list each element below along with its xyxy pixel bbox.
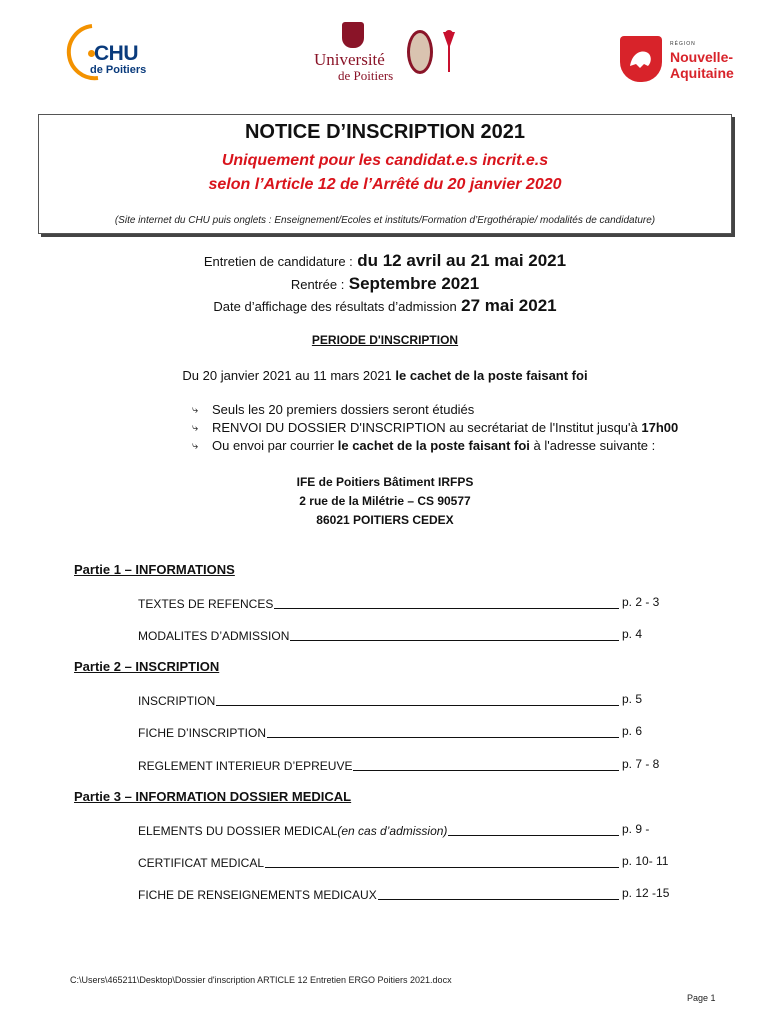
subtitle-line1: Uniquement pour les candidat.e.s incrit.e.s [221, 152, 549, 169]
periode-text [0, 368, 770, 383]
website-note: (Site internet du CHU puis onglets : Enseignement/Ecoles et instituts/Formation d’Ergothérapie/ modalités de candidature) [114, 215, 656, 226]
toc-row [138, 757, 678, 773]
toc-row [138, 627, 678, 643]
universite-logo [310, 22, 470, 84]
toc-label: CERTIFICAT MEDICAL [138, 856, 265, 870]
region-name-line2: Aquitaine [670, 65, 734, 81]
toc-label: INSCRIPTION [138, 694, 216, 708]
toc-page: p. 4 [622, 627, 643, 641]
address-line1: IFE de Poitiers Bâtiment IRFPS [296, 475, 474, 489]
document-title: NOTICE D’INSCRIPTION 2021 [244, 121, 526, 143]
title-box [38, 114, 732, 234]
bullet-list [192, 401, 678, 455]
region-logo [620, 36, 740, 86]
periode-title: PERIODE D'INSCRIPTION [311, 333, 459, 347]
toc-row [138, 822, 678, 838]
affichage-label: Date d’affichage des résultats d’admission [213, 299, 457, 314]
toc-page: p. 12 -15 [622, 886, 670, 900]
toc-row [138, 595, 678, 611]
univ-seal-icon [407, 30, 433, 74]
chu-logo-text: CHU [94, 42, 138, 65]
toc-label: FICHE DE RENSEIGNEMENTS MEDICAUX [138, 888, 377, 902]
region-label: RÉGION [670, 41, 696, 47]
footer-file-path: C:\Users\465211\Desktop\Dossier d'inscription ARTICLE 12 Entretien ERGO Poitiers 2021.docx [70, 975, 452, 985]
postal-address [0, 473, 770, 530]
subtitle-line2: selon l’Article 12 de l’Arrêté du 20 janvier 2020 [208, 176, 562, 193]
toc-label: MODALITES D’ADMISSION [138, 629, 290, 643]
part1-title: Partie 1 – INFORMATIONS [74, 562, 235, 577]
address-line3: 86021 POITIERS CEDEX [316, 513, 454, 527]
footer-page-number: Page 1 [687, 993, 716, 1003]
entretien-label: Entretien de candidature : [203, 254, 353, 269]
toc-label: FICHE D’INSCRIPTION [138, 726, 267, 740]
toc-page: p. 9 - [622, 822, 650, 836]
part2-title: Partie 2 – INSCRIPTION [74, 659, 220, 674]
arrow-bullet-icon: ⤷ [192, 440, 199, 452]
toc-label-italic: (en cas d’admission) [337, 824, 448, 838]
univ-torch-icon [441, 28, 457, 74]
affichage-value: 27 mai 2021 [461, 296, 557, 315]
toc-page: p. 10- 11 [622, 854, 669, 868]
toc-page: p. 5 [622, 692, 643, 706]
rentree-line [0, 274, 770, 294]
list-item: ⤷ Seuls les 20 premiers dossiers seront étudiés [192, 402, 475, 417]
toc-row [138, 724, 678, 740]
list-item: ⤷ Ou envoi par courrier le cachet de la poste faisant foi à l'adresse suivante : [192, 438, 656, 453]
region-name-line1: Nouvelle- [670, 49, 734, 65]
toc-page: p. 7 - 8 [622, 757, 660, 771]
toc-row [138, 886, 678, 902]
univ-logo-text: Université [314, 50, 385, 69]
chu-logo-subtext: de Poitiers [90, 64, 147, 76]
affichage-line [0, 296, 770, 316]
toc-row [138, 692, 678, 708]
toc-label: REGLEMENT INTERIEUR D’EPREUVE [138, 759, 353, 773]
toc-row [138, 854, 678, 870]
arrow-bullet-icon: ⤷ [192, 404, 199, 416]
toc-label: ELEMENTS DU DOSSIER MEDICAL [138, 824, 338, 838]
toc-page: p. 6 [622, 724, 643, 738]
entretien-value: du 12 avril au 21 mai 2021 [357, 251, 567, 270]
chu-logo [58, 22, 168, 82]
univ-logo-subtext: de Poitiers [338, 68, 394, 83]
list-item: ⤷ RENVOI DU DOSSIER D'INSCRIPTION au secrétariat de l'Institut jusqu'à 17h00 [192, 420, 679, 435]
univ-crest-icon [342, 22, 364, 48]
toc-page: p. 2 - 3 [622, 595, 660, 609]
rentree-label: Rentrée : [290, 277, 345, 292]
rentree-value: Septembre 2021 [348, 274, 480, 293]
periode-cachet: le cachet de la poste faisant foi [395, 368, 588, 383]
part3-title: Partie 3 – INFORMATION DOSSIER MEDICAL [74, 789, 352, 804]
region-lion-icon [620, 36, 662, 82]
arrow-bullet-icon: ⤷ [192, 422, 199, 434]
address-line2: 2 rue de la Milétrie – CS 90577 [299, 494, 471, 508]
periode-dates: Du 20 janvier 2021 au 11 mars 2021 [182, 368, 392, 383]
toc-label: TEXTES DE REFENCES [138, 597, 274, 611]
entretien-line [0, 251, 770, 271]
